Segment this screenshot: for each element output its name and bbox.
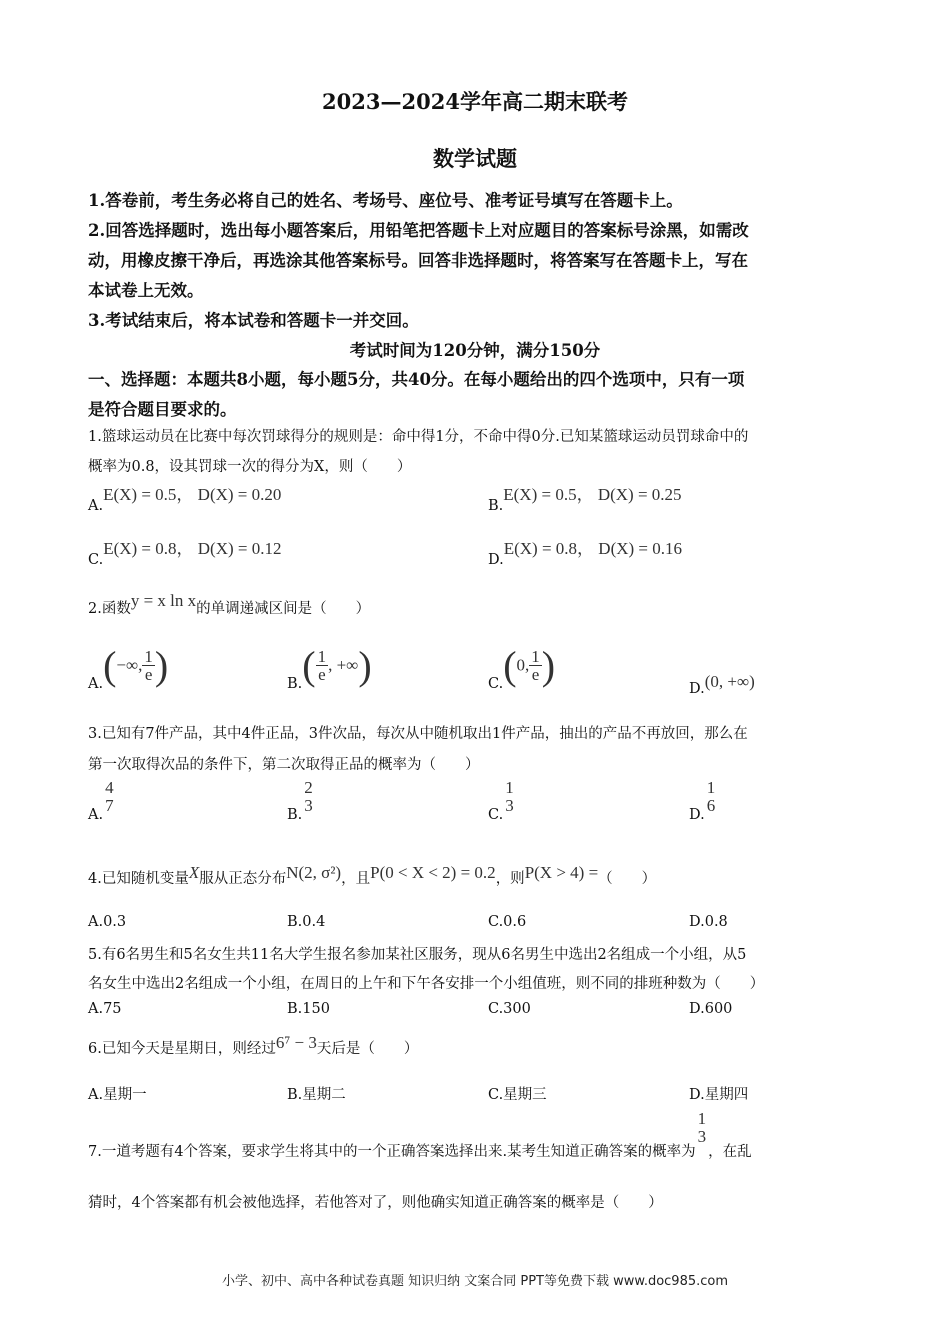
- q4-option-d[interactable]: D.0.8: [689, 914, 728, 930]
- denominator: e: [144, 665, 153, 684]
- q4-pre: 4.已知随机变量: [88, 871, 189, 887]
- option-math: E(X) = 0.5， D(X) = 0.20: [103, 485, 282, 504]
- q4-cond: P(0 < X < 2) = 0.2: [370, 863, 496, 882]
- q7-stem: [88, 1109, 752, 1160]
- q3-option-d[interactable]: [689, 778, 717, 823]
- q2-option-b[interactable]: [287, 642, 372, 692]
- q6-option-b[interactable]: B.星期二: [287, 1087, 346, 1103]
- option-math: E(X) = 0.8， D(X) = 0.16: [503, 539, 683, 558]
- instruction-2-cont: 动，用橡皮擦干净后，再选涂其他答案标号。回答非选择题时，将答案写在答题卡上，写在: [88, 251, 748, 270]
- right-paren: ): [541, 643, 556, 688]
- page-footer: 小学、初中、高中各种试卷真题 知识归纳 文案合同 PPT等免费下载 www.doc985.com: [221, 1274, 729, 1289]
- option-label: D.: [689, 807, 705, 823]
- numerator: 1: [505, 778, 514, 797]
- section-header-cont: 是符合题目要求的。: [88, 400, 237, 419]
- q6-stem: [88, 1032, 419, 1057]
- q1-option-b[interactable]: [488, 480, 682, 514]
- q2-pre: 2.函数: [88, 601, 131, 617]
- fraction: [316, 648, 329, 683]
- option-label: C.: [88, 552, 104, 568]
- q4-mid: 服从正态分布: [199, 871, 287, 887]
- denominator: 3: [304, 796, 313, 815]
- option-label: D.: [689, 681, 705, 697]
- q1-stem: 1.篮球运动员在比赛中每次罚球得分的规则是：命中得1分，不命中得0分.已知某篮球运动员罚球命中的: [88, 429, 749, 445]
- denominator: e: [318, 665, 326, 684]
- q3-option-c[interactable]: [488, 778, 516, 823]
- fraction: [696, 1110, 709, 1145]
- q6-math: 6⁷ − 3: [275, 1033, 317, 1052]
- q2-post: 的单调递减区间是（ ）: [196, 601, 371, 617]
- q4-option-c[interactable]: C.0.6: [488, 914, 527, 930]
- option-label: A.: [88, 807, 104, 823]
- numerator: 2: [304, 778, 313, 797]
- option-label: C.: [488, 807, 504, 823]
- q3-stem: 3.已知有7件产品，其中4件正品，3件次品，每次从中随机取出1件产品，抽出的产品不再放回，那么在: [88, 726, 748, 742]
- q3-stem-cont: 第一次取得次品的条件下，第二次取得正品的概率为（ ）: [88, 757, 480, 773]
- right-paren: ): [154, 643, 169, 688]
- q6-option-d[interactable]: D.星期四: [689, 1087, 749, 1103]
- denominator: 7: [105, 796, 114, 815]
- fraction: [529, 648, 542, 683]
- option-label: D.: [488, 552, 504, 568]
- left-paren: (: [302, 643, 316, 688]
- instruction-2-end: 本试卷上无效。: [88, 281, 204, 300]
- right-paren: ): [358, 643, 372, 688]
- q4-mid2: ，且: [341, 871, 371, 887]
- q7-post: ，在乱: [708, 1144, 752, 1160]
- q2-option-d[interactable]: [689, 672, 755, 697]
- q5-option-d[interactable]: D.600: [689, 1001, 733, 1017]
- q2-math: y = x ln x: [130, 591, 197, 610]
- q2-option-a[interactable]: [88, 642, 169, 692]
- fraction: [142, 648, 155, 683]
- q4-option-a[interactable]: A.0.3: [88, 914, 127, 930]
- exam-info: 考试时间为120分钟，满分150分: [349, 341, 601, 360]
- q5-option-c[interactable]: C.300: [488, 1001, 531, 1017]
- instruction-2: 2.回答选择题时，选出每小题答案后，用铅笔把答题卡上对应题目的答案标号涂黑，如需改: [88, 221, 749, 240]
- q3-option-a[interactable]: [88, 778, 116, 823]
- numerator: 4: [105, 778, 114, 797]
- q5-option-a[interactable]: A.75: [88, 1001, 122, 1017]
- option-label: B.: [287, 807, 303, 823]
- interval-left: 0,: [516, 655, 530, 675]
- q5-option-b[interactable]: B.150: [287, 1001, 330, 1017]
- interval-left: −∞,: [116, 655, 143, 675]
- left-paren: (: [503, 643, 517, 688]
- q6-option-a[interactable]: A.星期一: [88, 1087, 147, 1103]
- interval-right: , +∞: [328, 655, 359, 675]
- exam-subtitle: 数学试题: [433, 146, 517, 171]
- q6-post: 天后是（ ）: [316, 1041, 419, 1057]
- option-math: (0, +∞): [704, 672, 755, 691]
- q2-option-c[interactable]: [488, 642, 556, 692]
- exam-title: 2023—2024学年高二期末联考: [322, 89, 628, 114]
- q1-option-a[interactable]: [88, 480, 282, 514]
- q5-stem-cont: 名女生中选出2名组成一个小组，在周日的上午和下午各安排一个小组值班，则不同的排班种数为（ ）: [88, 976, 765, 992]
- q6-pre: 6.已知今天是星期日，则经过: [88, 1041, 276, 1057]
- q1-option-d[interactable]: [488, 534, 683, 568]
- q4-post: （ ）: [598, 871, 657, 887]
- q5-stem: 5.有6名男生和5名女生共11名大学生报名参加某社区服务，现从6名男生中选出2名组成一个小组，从5: [88, 947, 747, 963]
- fraction: [503, 779, 516, 814]
- section-header: 一、选择题：本题共8小题，每小题5分，共40分。在每小题给出的四个选项中，只有一项: [88, 370, 745, 389]
- fraction: [103, 779, 116, 814]
- numerator: 1: [697, 1109, 707, 1128]
- option-label: C.: [488, 676, 504, 692]
- q4-mid3: ，则: [495, 871, 525, 887]
- numerator: 1: [706, 778, 716, 797]
- q4-var: X: [188, 863, 200, 882]
- q2-stem: [88, 590, 371, 617]
- denominator: 6: [706, 796, 716, 815]
- q1-option-c[interactable]: [88, 534, 282, 568]
- q4-dist: N(2, σ²): [286, 863, 342, 882]
- denominator: 3: [697, 1127, 707, 1146]
- option-label: B.: [488, 498, 504, 514]
- instruction-3: 3.考试结束后，将本试卷和答题卡一并交回。: [88, 311, 419, 330]
- option-label: B.: [287, 676, 303, 692]
- option-math: E(X) = 0.5， D(X) = 0.25: [503, 485, 682, 504]
- denominator: 3: [505, 796, 514, 815]
- fraction: [705, 779, 718, 814]
- q7-pre: 7.一道考题有4个答案，要求学生将其中的一个正确答案选择出来.某考生知道正确答案的概率为: [88, 1144, 696, 1160]
- option-math: E(X) = 0.8， D(X) = 0.12: [103, 539, 282, 558]
- fraction: [302, 779, 315, 814]
- numerator: 1: [317, 647, 327, 666]
- denominator: e: [531, 665, 540, 684]
- numerator: 1: [144, 647, 153, 666]
- q4-option-b[interactable]: B.0.4: [287, 914, 326, 930]
- q3-option-b[interactable]: [287, 778, 315, 823]
- q6-option-c[interactable]: C.星期三: [488, 1087, 547, 1103]
- left-paren: (: [103, 643, 117, 688]
- option-label: A.: [88, 676, 104, 692]
- q4-stem: [88, 862, 657, 887]
- q4-ask: P(X > 4) =: [524, 863, 599, 882]
- q7-stem-cont: 猜时，4个答案都有机会被他选择，若他答对了，则他确实知道正确答案的概率是（ ）: [88, 1195, 663, 1211]
- instruction-1: 1.答卷前，考生务必将自己的姓名、考场号、座位号、准考证号填写在答题卡上。: [88, 191, 683, 210]
- q1-stem-cont: 概率为0.8，设其罚球一次的得分为X，则（ ）: [88, 459, 412, 475]
- option-label: A.: [88, 498, 104, 514]
- numerator: 1: [531, 647, 540, 666]
